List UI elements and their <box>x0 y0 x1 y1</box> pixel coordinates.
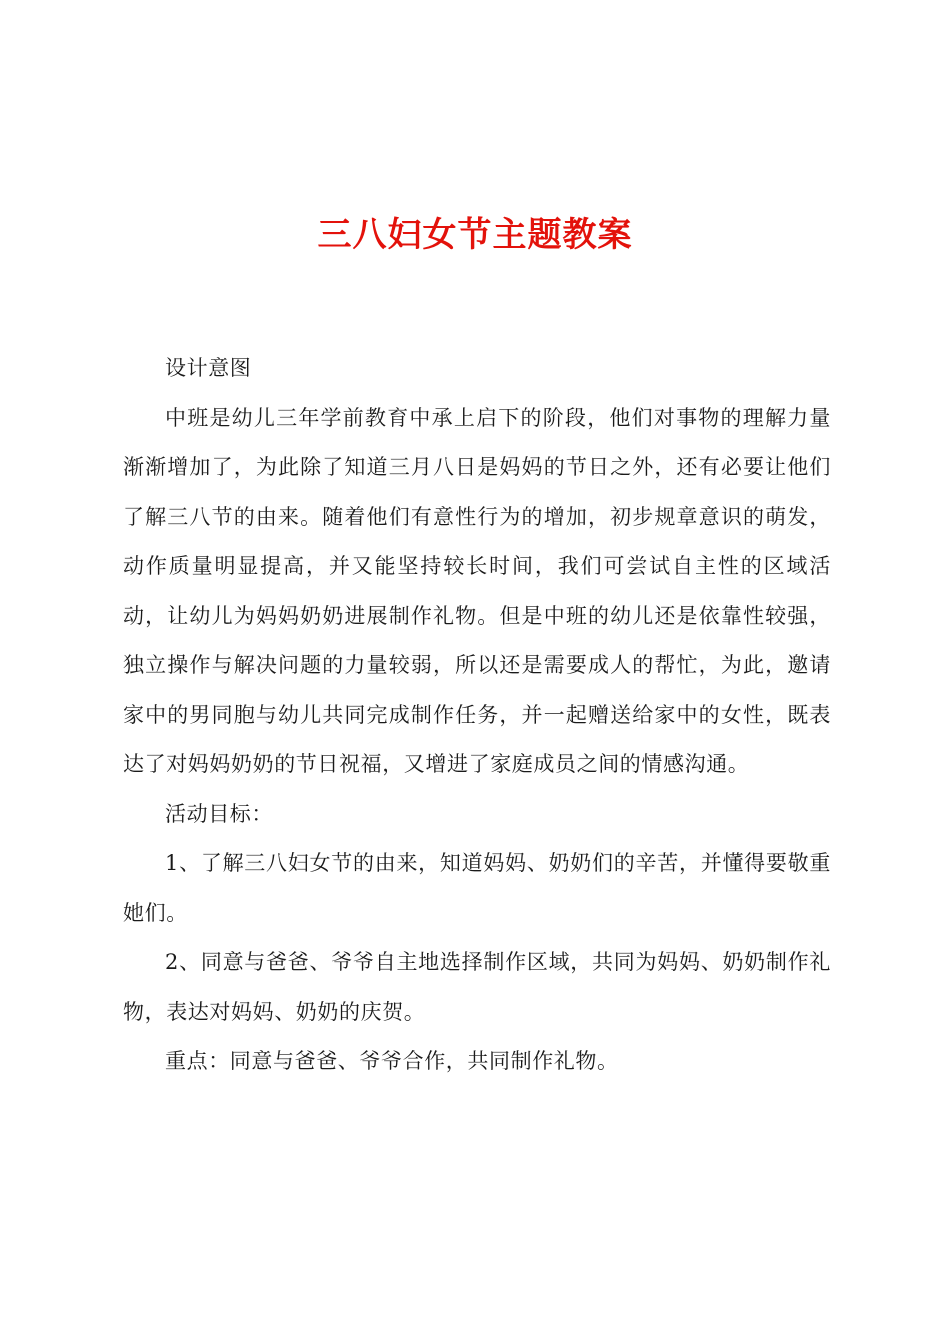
document-body <box>123 344 831 1087</box>
design-intent-paragraph: 中班是幼儿三年学前教育中承上启下的阶段，他们对事物的理解力量渐渐增加了，为此除了知道三月八日是妈妈的节日之外，还有必要让他们了解三八节的由来。随着他们有意性行为的增加，初步规章意识的萌发，动作质量明显提高，并又能坚持较长时间，我们可尝试自主性的区域活动，让幼儿为妈妈奶奶进展制作礼物。但是中班的幼儿还是依靠性较强，独立操作与解决问题的力量较弱，所以还是需要成人的帮忙，为此，邀请家中的男同胞与幼儿共同完成制作任务，并一起赠送给家中的女性，既表达了对妈妈奶奶的节日祝福，又增进了家庭成员之间的情感沟通。 <box>123 405 831 776</box>
key-point-paragraph: 重点：同意与爸爸、爷爷合作，共同制作礼物。 <box>165 1049 619 1073</box>
activity-goal-2: 2、同意与爸爸、爷爷自主地选择制作区域，共同为妈妈、奶奶制作礼物，表达对妈妈、奶奶的庆贺。 <box>123 950 831 1024</box>
document-title: 三八妇女节主题教案 <box>317 215 633 255</box>
activity-goals-heading: 活动目标： <box>165 801 273 826</box>
activity-goal-1: 1、了解三八妇女节的由来，知道妈妈、奶奶们的辛苦，并懂得要敬重她们。 <box>123 851 831 925</box>
design-intent-heading: 设计意图 <box>165 356 252 380</box>
